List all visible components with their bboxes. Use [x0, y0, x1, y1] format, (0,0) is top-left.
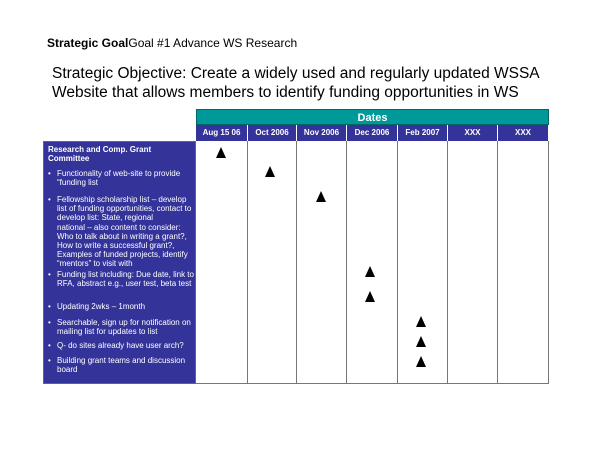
- column-body-3: [297, 141, 347, 384]
- milestone-triangle-icon: [365, 266, 375, 277]
- goal-label: Strategic Goal: [47, 36, 129, 50]
- column-body-1: [196, 141, 248, 384]
- milestone-chart: [43, 107, 549, 384]
- milestone-triangle-icon: [216, 147, 226, 158]
- column-header-aug-15-06: Aug 15 06: [196, 125, 248, 141]
- bullet: •: [48, 195, 51, 204]
- column-header-xxx-2: XXX: [498, 125, 549, 141]
- task-text: national – also content to consider: Who to talk about in writing a grant?, How to write a successful grant?, Examples of funded projects, identify “mentors” to visit with: [57, 223, 188, 268]
- task-text: Q- do sites already have user arch?: [57, 341, 184, 350]
- column-body-7: [498, 141, 549, 384]
- milestone-triangle-icon: [416, 336, 426, 347]
- milestone-triangle-icon: [316, 191, 326, 202]
- task-text: Searchable, sign up for notification on mailing list for updates to list: [57, 318, 191, 336]
- bullet: •: [48, 270, 51, 279]
- bullet: •: [48, 169, 51, 178]
- milestone-triangle-icon: [416, 356, 426, 367]
- dates-header: Dates: [196, 109, 549, 125]
- bullet: •: [48, 318, 51, 327]
- goal-text: Goal #1 Advance WS Research: [128, 36, 298, 50]
- task-text: Functionality of web-site to provide “funding list: [57, 169, 181, 187]
- column-body-6: [448, 141, 498, 384]
- task-text: Funding list including: Due date, link to RFA, abstract e.g., user test, beta test: [57, 270, 194, 288]
- task-text: Fellowship scholarship list – develop list of funding opportunities, contact to develop list: State, regional: [57, 195, 192, 222]
- objective-line-2: Website that allows members to identify funding opportunities in WS: [52, 84, 519, 101]
- bullet: •: [48, 356, 51, 365]
- objective-line-1: Strategic Objective: Create a widely used and regularly updated WSSA: [52, 65, 540, 82]
- column-body-2: [248, 141, 297, 384]
- milestone-triangle-icon: [365, 291, 375, 302]
- strategic-goal-line: [47, 36, 297, 50]
- column-header-nov-2006: Nov 2006: [297, 125, 347, 141]
- column-header-feb-2007: Feb 2007: [398, 125, 448, 141]
- task-text: Building grant teams and discussion board: [57, 356, 186, 374]
- bullet: •: [48, 302, 51, 311]
- milestone-triangle-icon: [265, 166, 275, 177]
- column-header-xxx-1: XXX: [448, 125, 498, 141]
- column-body-5: [398, 141, 448, 384]
- panel-title: Research and Comp. Grant Committee: [48, 145, 152, 163]
- task-text: Updating 2wks – 1month: [57, 302, 146, 311]
- column-body-4: [347, 141, 398, 384]
- column-header-oct-2006: Oct 2006: [248, 125, 297, 141]
- task-panel: [43, 141, 196, 384]
- bullet: •: [48, 341, 51, 350]
- milestone-triangle-icon: [416, 316, 426, 327]
- strategic-objective: [52, 64, 572, 102]
- column-header-dec-2006: Dec 2006: [347, 125, 398, 141]
